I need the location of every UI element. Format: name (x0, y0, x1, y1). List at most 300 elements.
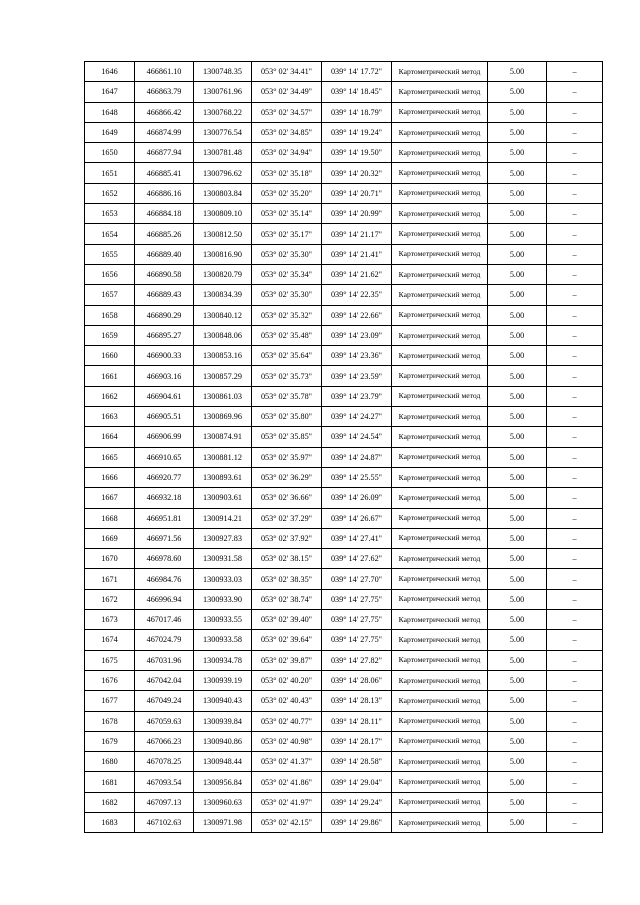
note-cell: – (547, 122, 603, 142)
latitude-cell: 053° 02' 40.98" (252, 731, 322, 751)
y-coordinate-cell: 1300861.03 (194, 386, 252, 406)
point-number-cell: 1666 (85, 467, 135, 487)
accuracy-cell: 5.00 (488, 102, 547, 122)
point-number-cell: 1667 (85, 488, 135, 508)
y-coordinate-cell: 1300761.96 (194, 82, 252, 102)
point-number-cell: 1681 (85, 772, 135, 792)
longitude-cell: 039° 14' 27.62" (322, 549, 392, 569)
y-coordinate-cell: 1300940.43 (194, 691, 252, 711)
table-row (85, 366, 603, 386)
accuracy-cell: 5.00 (488, 204, 547, 224)
latitude-cell: 053° 02' 39.40" (252, 610, 322, 630)
method-cell: Картометрический метод (392, 488, 488, 508)
table-row (85, 346, 603, 366)
y-coordinate-cell: 1300914.21 (194, 508, 252, 528)
note-cell: – (547, 569, 603, 589)
note-cell: – (547, 772, 603, 792)
note-cell: – (547, 285, 603, 305)
y-coordinate-cell: 1300940.86 (194, 731, 252, 751)
table-row (85, 467, 603, 487)
longitude-cell: 039° 14' 28.06" (322, 670, 392, 690)
latitude-cell: 053° 02' 34.94" (252, 143, 322, 163)
note-cell: – (547, 610, 603, 630)
longitude-cell: 039° 14' 28.11" (322, 711, 392, 731)
accuracy-cell: 5.00 (488, 224, 547, 244)
latitude-cell: 053° 02' 41.97" (252, 792, 322, 812)
longitude-cell: 039° 14' 20.99" (322, 204, 392, 224)
longitude-cell: 039° 14' 21.17" (322, 224, 392, 244)
x-coordinate-cell: 467102.63 (135, 812, 194, 832)
accuracy-cell: 5.00 (488, 488, 547, 508)
table-row (85, 122, 603, 142)
method-cell: Картометрический метод (392, 325, 488, 345)
point-number-cell: 1683 (85, 812, 135, 832)
point-number-cell: 1656 (85, 264, 135, 284)
method-cell: Картометрический метод (392, 305, 488, 325)
y-coordinate-cell: 1300869.96 (194, 407, 252, 427)
table-row (85, 549, 603, 569)
accuracy-cell: 5.00 (488, 731, 547, 751)
point-number-cell: 1659 (85, 325, 135, 345)
note-cell: – (547, 549, 603, 569)
latitude-cell: 053° 02' 35.20" (252, 183, 322, 203)
latitude-cell: 053° 02' 38.35" (252, 569, 322, 589)
table-row (85, 143, 603, 163)
latitude-cell: 053° 02' 35.34" (252, 264, 322, 284)
accuracy-cell: 5.00 (488, 407, 547, 427)
latitude-cell: 053° 02' 35.73" (252, 366, 322, 386)
method-cell: Картометрический метод (392, 752, 488, 772)
x-coordinate-cell: 466861.10 (135, 62, 194, 82)
y-coordinate-cell: 1300931.58 (194, 549, 252, 569)
y-coordinate-cell: 1300927.83 (194, 528, 252, 548)
longitude-cell: 039° 14' 20.32" (322, 163, 392, 183)
table-row (85, 447, 603, 467)
latitude-cell: 053° 02' 35.80" (252, 407, 322, 427)
y-coordinate-cell: 1300803.84 (194, 183, 252, 203)
coordinates-table-body (85, 62, 603, 833)
table-row (85, 731, 603, 751)
longitude-cell: 039° 14' 21.62" (322, 264, 392, 284)
table-row (85, 325, 603, 345)
y-coordinate-cell: 1300933.90 (194, 589, 252, 609)
latitude-cell: 053° 02' 35.78" (252, 386, 322, 406)
accuracy-cell: 5.00 (488, 366, 547, 386)
longitude-cell: 039° 14' 25.55" (322, 467, 392, 487)
method-cell: Картометрический метод (392, 569, 488, 589)
latitude-cell: 053° 02' 42.15" (252, 812, 322, 832)
method-cell: Картометрический метод (392, 549, 488, 569)
point-number-cell: 1653 (85, 204, 135, 224)
x-coordinate-cell: 467093.54 (135, 772, 194, 792)
y-coordinate-cell: 1300809.10 (194, 204, 252, 224)
method-cell: Картометрический метод (392, 183, 488, 203)
note-cell: – (547, 163, 603, 183)
point-number-cell: 1650 (85, 143, 135, 163)
accuracy-cell: 5.00 (488, 305, 547, 325)
note-cell: – (547, 447, 603, 467)
y-coordinate-cell: 1300796.62 (194, 163, 252, 183)
y-coordinate-cell: 1300768.22 (194, 102, 252, 122)
latitude-cell: 053° 02' 37.92" (252, 528, 322, 548)
x-coordinate-cell: 466889.43 (135, 285, 194, 305)
latitude-cell: 053° 02' 34.41" (252, 62, 322, 82)
latitude-cell: 053° 02' 38.15" (252, 549, 322, 569)
accuracy-cell: 5.00 (488, 549, 547, 569)
accuracy-cell: 5.00 (488, 630, 547, 650)
latitude-cell: 053° 02' 35.48" (252, 325, 322, 345)
method-cell: Картометрический метод (392, 62, 488, 82)
note-cell: – (547, 82, 603, 102)
table-row (85, 670, 603, 690)
table-row (85, 102, 603, 122)
longitude-cell: 039° 14' 19.50" (322, 143, 392, 163)
method-cell: Картометрический метод (392, 163, 488, 183)
x-coordinate-cell: 466906.99 (135, 427, 194, 447)
longitude-cell: 039° 14' 23.59" (322, 366, 392, 386)
point-number-cell: 1655 (85, 244, 135, 264)
note-cell: – (547, 427, 603, 447)
y-coordinate-cell: 1300934.78 (194, 650, 252, 670)
method-cell: Картометрический метод (392, 143, 488, 163)
longitude-cell: 039° 14' 21.41" (322, 244, 392, 264)
latitude-cell: 053° 02' 35.32" (252, 305, 322, 325)
note-cell: – (547, 731, 603, 751)
point-number-cell: 1661 (85, 366, 135, 386)
table-row (85, 183, 603, 203)
x-coordinate-cell: 466904.61 (135, 386, 194, 406)
y-coordinate-cell: 1300933.03 (194, 569, 252, 589)
longitude-cell: 039° 14' 26.09" (322, 488, 392, 508)
longitude-cell: 039° 14' 20.71" (322, 183, 392, 203)
longitude-cell: 039° 14' 27.70" (322, 569, 392, 589)
x-coordinate-cell: 466877.94 (135, 143, 194, 163)
table-row (85, 305, 603, 325)
point-number-cell: 1674 (85, 630, 135, 650)
method-cell: Картометрический метод (392, 285, 488, 305)
x-coordinate-cell: 466951.81 (135, 508, 194, 528)
note-cell: – (547, 528, 603, 548)
longitude-cell: 039° 14' 23.36" (322, 346, 392, 366)
accuracy-cell: 5.00 (488, 264, 547, 284)
table-row (85, 224, 603, 244)
accuracy-cell: 5.00 (488, 610, 547, 630)
x-coordinate-cell: 466884.18 (135, 204, 194, 224)
latitude-cell: 053° 02' 34.57" (252, 102, 322, 122)
accuracy-cell: 5.00 (488, 752, 547, 772)
longitude-cell: 039° 14' 18.79" (322, 102, 392, 122)
accuracy-cell: 5.00 (488, 386, 547, 406)
latitude-cell: 053° 02' 35.85" (252, 427, 322, 447)
point-number-cell: 1677 (85, 691, 135, 711)
longitude-cell: 039° 14' 29.24" (322, 792, 392, 812)
x-coordinate-cell: 466978.60 (135, 549, 194, 569)
x-coordinate-cell: 467078.25 (135, 752, 194, 772)
x-coordinate-cell: 466900.33 (135, 346, 194, 366)
accuracy-cell: 5.00 (488, 772, 547, 792)
longitude-cell: 039° 14' 29.04" (322, 772, 392, 792)
y-coordinate-cell: 1300781.48 (194, 143, 252, 163)
point-number-cell: 1671 (85, 569, 135, 589)
method-cell: Картометрический метод (392, 528, 488, 548)
note-cell: – (547, 488, 603, 508)
x-coordinate-cell: 466885.41 (135, 163, 194, 183)
point-number-cell: 1679 (85, 731, 135, 751)
table-row (85, 630, 603, 650)
point-number-cell: 1657 (85, 285, 135, 305)
point-number-cell: 1670 (85, 549, 135, 569)
longitude-cell: 039° 14' 28.58" (322, 752, 392, 772)
y-coordinate-cell: 1300948.44 (194, 752, 252, 772)
method-cell: Картометрический метод (392, 366, 488, 386)
table-row (85, 264, 603, 284)
table-row (85, 650, 603, 670)
x-coordinate-cell: 467059.63 (135, 711, 194, 731)
method-cell: Картометрический метод (392, 346, 488, 366)
x-coordinate-cell: 467024.79 (135, 630, 194, 650)
longitude-cell: 039° 14' 17.72" (322, 62, 392, 82)
x-coordinate-cell: 466903.16 (135, 366, 194, 386)
longitude-cell: 039° 14' 28.13" (322, 691, 392, 711)
method-cell: Картометрический метод (392, 772, 488, 792)
accuracy-cell: 5.00 (488, 711, 547, 731)
point-number-cell: 1682 (85, 792, 135, 812)
accuracy-cell: 5.00 (488, 670, 547, 690)
y-coordinate-cell: 1300820.79 (194, 264, 252, 284)
note-cell: – (547, 305, 603, 325)
point-number-cell: 1651 (85, 163, 135, 183)
y-coordinate-cell: 1300816.90 (194, 244, 252, 264)
point-number-cell: 1648 (85, 102, 135, 122)
point-number-cell: 1672 (85, 589, 135, 609)
longitude-cell: 039° 14' 24.54" (322, 427, 392, 447)
accuracy-cell: 5.00 (488, 589, 547, 609)
note-cell: – (547, 366, 603, 386)
table-row (85, 407, 603, 427)
y-coordinate-cell: 1300939.84 (194, 711, 252, 731)
x-coordinate-cell: 466885.26 (135, 224, 194, 244)
latitude-cell: 053° 02' 37.29" (252, 508, 322, 528)
point-number-cell: 1665 (85, 447, 135, 467)
x-coordinate-cell: 466863.79 (135, 82, 194, 102)
latitude-cell: 053° 02' 40.43" (252, 691, 322, 711)
method-cell: Картометрический метод (392, 630, 488, 650)
point-number-cell: 1678 (85, 711, 135, 731)
y-coordinate-cell: 1300857.29 (194, 366, 252, 386)
y-coordinate-cell: 1300874.91 (194, 427, 252, 447)
y-coordinate-cell: 1300933.58 (194, 630, 252, 650)
x-coordinate-cell: 467049.24 (135, 691, 194, 711)
longitude-cell: 039° 14' 23.79" (322, 386, 392, 406)
point-number-cell: 1654 (85, 224, 135, 244)
latitude-cell: 053° 02' 35.17" (252, 224, 322, 244)
y-coordinate-cell: 1300903.61 (194, 488, 252, 508)
table-row (85, 204, 603, 224)
accuracy-cell: 5.00 (488, 467, 547, 487)
x-coordinate-cell: 466890.58 (135, 264, 194, 284)
table-row (85, 163, 603, 183)
accuracy-cell: 5.00 (488, 244, 547, 264)
longitude-cell: 039° 14' 27.75" (322, 610, 392, 630)
table-row (85, 508, 603, 528)
method-cell: Картометрический метод (392, 386, 488, 406)
accuracy-cell: 5.00 (488, 183, 547, 203)
x-coordinate-cell: 466971.56 (135, 528, 194, 548)
method-cell: Картометрический метод (392, 792, 488, 812)
method-cell: Картометрический метод (392, 650, 488, 670)
note-cell: – (547, 589, 603, 609)
note-cell: – (547, 224, 603, 244)
x-coordinate-cell: 466886.16 (135, 183, 194, 203)
note-cell: – (547, 752, 603, 772)
table-row (85, 427, 603, 447)
latitude-cell: 053° 02' 36.66" (252, 488, 322, 508)
note-cell: – (547, 792, 603, 812)
longitude-cell: 039° 14' 26.67" (322, 508, 392, 528)
point-number-cell: 1658 (85, 305, 135, 325)
method-cell: Картометрический метод (392, 224, 488, 244)
method-cell: Картометрический метод (392, 407, 488, 427)
table-row (85, 812, 603, 832)
note-cell: – (547, 670, 603, 690)
x-coordinate-cell: 466889.40 (135, 244, 194, 264)
method-cell: Картометрический метод (392, 264, 488, 284)
accuracy-cell: 5.00 (488, 691, 547, 711)
y-coordinate-cell: 1300776.54 (194, 122, 252, 142)
note-cell: – (547, 346, 603, 366)
point-number-cell: 1663 (85, 407, 135, 427)
longitude-cell: 039° 14' 24.27" (322, 407, 392, 427)
point-number-cell: 1649 (85, 122, 135, 142)
longitude-cell: 039° 14' 27.41" (322, 528, 392, 548)
longitude-cell: 039° 14' 18.45" (322, 82, 392, 102)
point-number-cell: 1668 (85, 508, 135, 528)
x-coordinate-cell: 466910.65 (135, 447, 194, 467)
note-cell: – (547, 183, 603, 203)
method-cell: Картометрический метод (392, 670, 488, 690)
note-cell: – (547, 508, 603, 528)
y-coordinate-cell: 1300881.12 (194, 447, 252, 467)
latitude-cell: 053° 02' 35.97" (252, 447, 322, 467)
y-coordinate-cell: 1300840.12 (194, 305, 252, 325)
latitude-cell: 053° 02' 34.49" (252, 82, 322, 102)
x-coordinate-cell: 467031.96 (135, 650, 194, 670)
table-row (85, 82, 603, 102)
method-cell: Картометрический метод (392, 691, 488, 711)
accuracy-cell: 5.00 (488, 325, 547, 345)
point-number-cell: 1675 (85, 650, 135, 670)
note-cell: – (547, 812, 603, 832)
point-number-cell: 1652 (85, 183, 135, 203)
note-cell: – (547, 386, 603, 406)
table-row (85, 285, 603, 305)
accuracy-cell: 5.00 (488, 143, 547, 163)
accuracy-cell: 5.00 (488, 447, 547, 467)
accuracy-cell: 5.00 (488, 82, 547, 102)
longitude-cell: 039° 14' 23.09" (322, 325, 392, 345)
note-cell: – (547, 264, 603, 284)
accuracy-cell: 5.00 (488, 427, 547, 447)
y-coordinate-cell: 1300960.63 (194, 792, 252, 812)
x-coordinate-cell: 467097.13 (135, 792, 194, 812)
point-number-cell: 1669 (85, 528, 135, 548)
accuracy-cell: 5.00 (488, 163, 547, 183)
method-cell: Картометрический метод (392, 508, 488, 528)
latitude-cell: 053° 02' 40.77" (252, 711, 322, 731)
latitude-cell: 053° 02' 39.64" (252, 630, 322, 650)
latitude-cell: 053° 02' 35.30" (252, 285, 322, 305)
method-cell: Картометрический метод (392, 204, 488, 224)
method-cell: Картометрический метод (392, 610, 488, 630)
table-row (85, 244, 603, 264)
point-number-cell: 1647 (85, 82, 135, 102)
longitude-cell: 039° 14' 22.66" (322, 305, 392, 325)
method-cell: Картометрический метод (392, 589, 488, 609)
y-coordinate-cell: 1300939.19 (194, 670, 252, 690)
x-coordinate-cell: 467017.46 (135, 610, 194, 630)
x-coordinate-cell: 466895.27 (135, 325, 194, 345)
method-cell: Картометрический метод (392, 711, 488, 731)
table-row (85, 752, 603, 772)
x-coordinate-cell: 466874.99 (135, 122, 194, 142)
note-cell: – (547, 102, 603, 122)
note-cell: – (547, 244, 603, 264)
x-coordinate-cell: 467066.23 (135, 731, 194, 751)
accuracy-cell: 5.00 (488, 346, 547, 366)
latitude-cell: 053° 02' 35.64" (252, 346, 322, 366)
coordinates-table (84, 61, 603, 833)
accuracy-cell: 5.00 (488, 650, 547, 670)
point-number-cell: 1646 (85, 62, 135, 82)
y-coordinate-cell: 1300848.06 (194, 325, 252, 345)
note-cell: – (547, 204, 603, 224)
table-row (85, 62, 603, 82)
note-cell: – (547, 630, 603, 650)
accuracy-cell: 5.00 (488, 62, 547, 82)
latitude-cell: 053° 02' 35.18" (252, 163, 322, 183)
method-cell: Картометрический метод (392, 82, 488, 102)
method-cell: Картометрический метод (392, 731, 488, 751)
note-cell: – (547, 325, 603, 345)
table-row (85, 792, 603, 812)
table-row (85, 691, 603, 711)
note-cell: – (547, 711, 603, 731)
x-coordinate-cell: 466890.29 (135, 305, 194, 325)
longitude-cell: 039° 14' 27.75" (322, 630, 392, 650)
note-cell: – (547, 62, 603, 82)
note-cell: – (547, 691, 603, 711)
point-number-cell: 1660 (85, 346, 135, 366)
accuracy-cell: 5.00 (488, 528, 547, 548)
table-row (85, 386, 603, 406)
table-row (85, 488, 603, 508)
latitude-cell: 053° 02' 40.20" (252, 670, 322, 690)
method-cell: Картометрический метод (392, 447, 488, 467)
x-coordinate-cell: 466984.76 (135, 569, 194, 589)
longitude-cell: 039° 14' 22.35" (322, 285, 392, 305)
method-cell: Картометрический метод (392, 244, 488, 264)
table-row (85, 711, 603, 731)
point-number-cell: 1676 (85, 670, 135, 690)
table-row (85, 610, 603, 630)
y-coordinate-cell: 1300933.55 (194, 610, 252, 630)
accuracy-cell: 5.00 (488, 122, 547, 142)
accuracy-cell: 5.00 (488, 508, 547, 528)
table-row (85, 589, 603, 609)
accuracy-cell: 5.00 (488, 792, 547, 812)
x-coordinate-cell: 466996.94 (135, 589, 194, 609)
latitude-cell: 053° 02' 35.14" (252, 204, 322, 224)
